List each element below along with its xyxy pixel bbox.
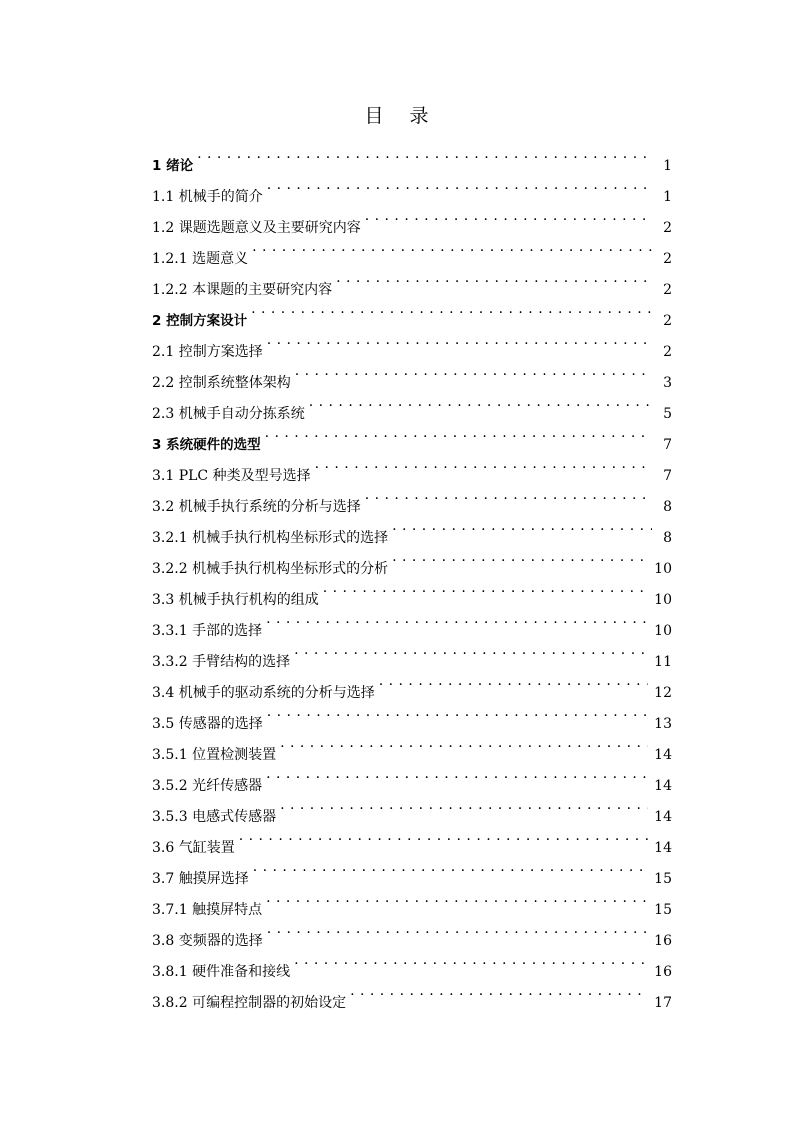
toc-page-number: 2 <box>663 251 672 267</box>
toc-dot-leader <box>266 883 648 914</box>
toc-entry-title: 3.5.2 光纤传感器 <box>152 778 263 794</box>
toc-dot-leader <box>266 604 648 635</box>
toc-dot-leader <box>309 387 652 418</box>
toc-entry-title: 2.2 控制系统整体架构 <box>152 375 291 391</box>
toc-entry-title: 2.3 机械手自动分拣系统 <box>152 406 305 422</box>
toc-page-number: 14 <box>654 778 672 794</box>
toc-page-number: 10 <box>654 623 672 639</box>
toc-page-number: 13 <box>654 716 672 732</box>
toc-dot-leader <box>294 635 648 666</box>
toc-page-number: 15 <box>654 871 672 887</box>
toc-page-number: 8 <box>663 530 672 546</box>
toc-page-number: 12 <box>654 685 672 701</box>
toc-entry-title: 3.1 PLC 种类及型号选择 <box>152 468 311 484</box>
toc-dot-leader <box>350 976 648 1007</box>
toc-entry-title: 3.8.1 硬件准备和接线 <box>152 964 291 980</box>
page-title: 目 录 <box>364 105 439 127</box>
toc-page-number: 5 <box>663 406 672 422</box>
toc-page-number: 16 <box>654 964 672 980</box>
toc-page-number: 17 <box>654 995 672 1011</box>
toc-entry-title: 3.7 触摸屏选择 <box>152 871 249 887</box>
toc-entry-title: 2 控制方案设计 <box>152 313 248 329</box>
toc-page-number: 7 <box>663 468 672 484</box>
toc-entry-title: 1.1 机械手的简介 <box>152 189 263 205</box>
toc-page-number: 11 <box>654 654 672 670</box>
toc-page-number: 7 <box>663 437 672 453</box>
toc-dot-leader <box>365 480 652 511</box>
toc-entry[interactable] <box>152 139 672 174</box>
toc-entry-title: 3.2 机械手执行系统的分析与选择 <box>152 499 361 515</box>
toc-page-number: 2 <box>663 282 672 298</box>
toc-dot-leader <box>365 201 652 232</box>
table-of-contents <box>152 139 672 1011</box>
toc-dot-leader <box>267 325 652 356</box>
toc-dot-leader <box>323 573 648 604</box>
toc-dot-leader <box>265 418 652 449</box>
toc-page-number: 10 <box>654 561 672 577</box>
toc-entry-title: 3.8.2 可编程控制器的初始设定 <box>152 995 347 1011</box>
toc-dot-leader <box>315 449 652 480</box>
toc-dot-leader <box>392 511 652 542</box>
toc-entry-title: 3.5 传感器的选择 <box>152 716 263 732</box>
toc-dot-leader <box>251 294 652 325</box>
toc-page-number: 15 <box>654 902 672 918</box>
toc-dot-leader <box>266 759 648 790</box>
toc-entry-title: 3.3.1 手部的选择 <box>152 623 263 639</box>
toc-dot-leader <box>239 821 648 852</box>
toc-entry-title: 3 系统硬件的选型 <box>152 437 261 453</box>
toc-dot-leader <box>253 852 648 883</box>
toc-entry-title: 1.2.2 本课题的主要研究内容 <box>152 282 333 298</box>
toc-entry-title: 3.6 气缸装置 <box>152 840 235 856</box>
toc-dot-leader <box>392 542 648 573</box>
toc-entry-title: 3.2.1 机械手执行机构坐标形式的选择 <box>152 530 389 546</box>
toc-dot-leader <box>267 697 648 728</box>
toc-page-number: 14 <box>654 840 672 856</box>
toc-dot-leader <box>280 728 648 759</box>
toc-entry-title: 3.2.2 机械手执行机构坐标形式的分析 <box>152 561 389 577</box>
toc-page-number: 3 <box>663 375 672 391</box>
toc-entry-title: 1.2 课题选题意义及主要研究内容 <box>152 220 361 236</box>
toc-page-number: 16 <box>654 933 672 949</box>
toc-dot-leader <box>336 263 652 294</box>
toc-page-number: 2 <box>663 313 672 329</box>
toc-page-number: 10 <box>654 592 672 608</box>
toc-page-number: 14 <box>654 809 672 825</box>
toc-dot-leader <box>280 790 648 821</box>
toc-page-number: 2 <box>663 220 672 236</box>
toc-dot-leader <box>379 666 648 697</box>
toc-dot-leader <box>294 945 648 976</box>
toc-entry-title: 3.3.2 手臂结构的选择 <box>152 654 291 670</box>
toc-dot-leader <box>295 356 652 387</box>
toc-entry-title: 3.7.1 触摸屏特点 <box>152 902 263 918</box>
toc-entry-title: 3.8 变频器的选择 <box>152 933 263 949</box>
toc-dot-leader <box>252 232 652 263</box>
toc-entry-title: 2.1 控制方案选择 <box>152 344 263 360</box>
toc-page-number: 1 <box>663 189 672 205</box>
toc-entry-title: 1.2.1 选题意义 <box>152 251 249 267</box>
toc-page-number: 2 <box>663 344 672 360</box>
toc-entry-title: 3.5.1 位置检测装置 <box>152 747 277 763</box>
toc-page-number: 8 <box>663 499 672 515</box>
toc-page-number: 1 <box>663 158 672 174</box>
toc-page-number: 14 <box>654 747 672 763</box>
toc-entry-title: 3.5.3 电感式传感器 <box>152 809 277 825</box>
toc-dot-leader <box>197 139 652 170</box>
toc-dot-leader <box>267 170 652 201</box>
toc-dot-leader <box>267 914 648 945</box>
toc-entry[interactable] <box>152 170 672 205</box>
toc-entry-title: 3.4 机械手的驱动系统的分析与选择 <box>152 685 375 701</box>
toc-entry-title: 3.3 机械手执行机构的组成 <box>152 592 319 608</box>
toc-entry-title: 1 绪论 <box>152 158 194 174</box>
